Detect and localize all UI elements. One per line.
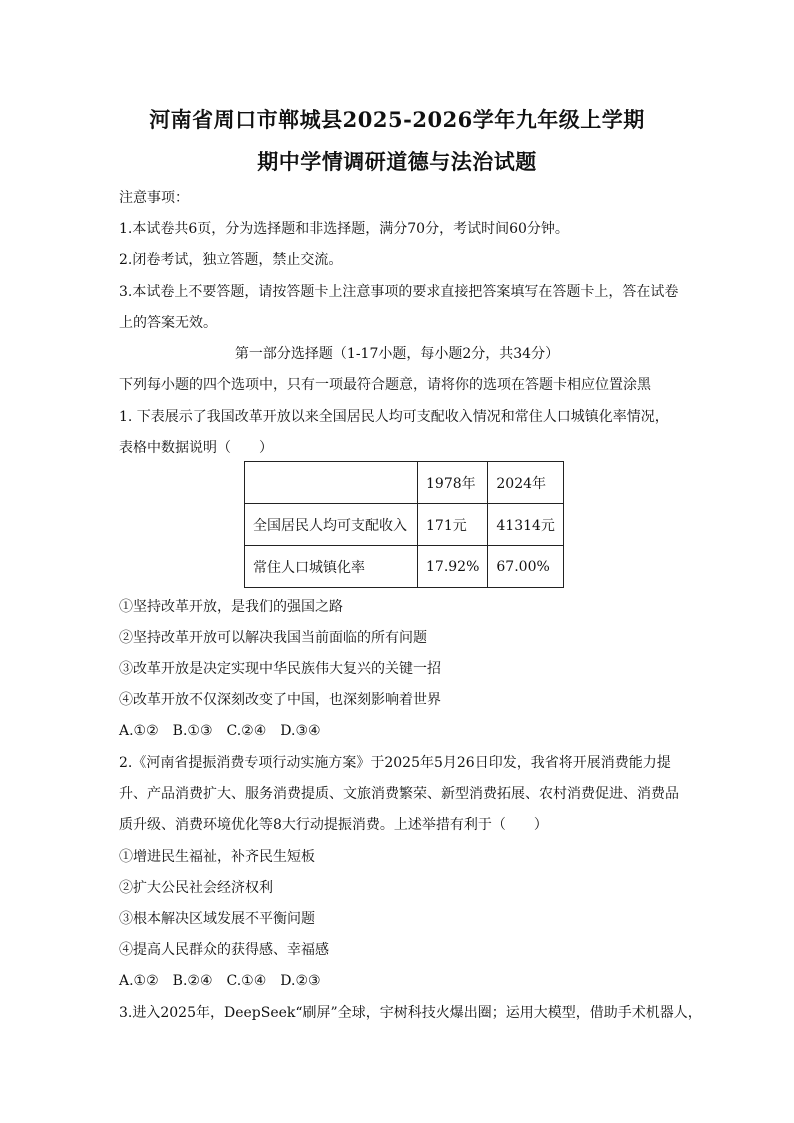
table-cell: 171元 bbox=[418, 504, 488, 546]
table-header-cell: 2024年 bbox=[488, 462, 564, 504]
notes-heading: 注意事项： bbox=[119, 190, 189, 206]
table-cell: 全国居民人均可支配收入 bbox=[245, 504, 418, 546]
q1-option-1: ①坚持改革开放，是我们的强国之路 bbox=[119, 599, 343, 615]
q2-option-4: ④提高人民群众的获得感、幸福感 bbox=[119, 942, 329, 958]
note-2: 2.闭卷考试，独立答题，禁止交流。 bbox=[119, 252, 343, 268]
q2-choices: A.①② B.②④ C.①④ D.②③ bbox=[119, 973, 321, 989]
table-header-cell: 1978年 bbox=[418, 462, 488, 504]
exam-title-line2: 期中学情调研道德与法治试题 bbox=[257, 149, 537, 174]
table-cell: 17.92% bbox=[418, 546, 488, 588]
table-row bbox=[245, 504, 564, 546]
q2-stem-line2: 升、产品消费扩大、服务消费提质、文旅消费繁荣、新型消费拓展、农村消费促进、消费品 bbox=[119, 786, 679, 802]
table-header-cell bbox=[245, 462, 418, 504]
table-cell: 41314元 bbox=[488, 504, 564, 546]
q2-option-1: ①增进民生福祉，补齐民生短板 bbox=[119, 849, 315, 865]
section1-heading: 第一部分选择题（1-17小题，每小题2分，共34分） bbox=[234, 346, 560, 362]
q1-choices: A.①② B.①③ C.②④ D.③④ bbox=[119, 723, 321, 739]
table-cell: 常住人口城镇化率 bbox=[245, 546, 418, 588]
q1-stem-line2: 表格中数据说明（ ） bbox=[119, 440, 273, 456]
q2-option-2: ②扩大公民社会经济权利 bbox=[119, 880, 273, 896]
q3-stem-line1: 3.进入2025年，DeepSeek“刷屏”全球，宇树科技火爆出圈；运用大模型，借助手术机器人， bbox=[119, 1005, 702, 1021]
q1-option-4: ④改革开放不仅深刻改变了中国，也深刻影响着世界 bbox=[119, 692, 441, 708]
q1-option-3: ③改革开放是决定实现中华民族伟大复兴的关键一招 bbox=[119, 661, 441, 677]
q1-data-table bbox=[244, 461, 564, 588]
table-cell: 67.00% bbox=[488, 546, 564, 588]
q1-option-2: ②坚持改革开放可以解决我国当前面临的所有问题 bbox=[119, 630, 427, 646]
table-row bbox=[245, 546, 564, 588]
table-header-row bbox=[245, 462, 564, 504]
q1-stem-line1: 1. 下表展示了我国改革开放以来全国居民人均可支配收入情况和常住人口城镇化率情况， bbox=[119, 409, 669, 425]
q2-stem-line3: 质升级、消费环境优化等8大行动提振消费。上述举措有利于（ ） bbox=[119, 817, 548, 833]
q2-option-3: ③根本解决区域发展不平衡问题 bbox=[119, 911, 315, 927]
note-3-line1: 3.本试卷上不要答题，请按答题卡上注意事项的要求直接把答案填写在答题卡上，答在试卷 bbox=[119, 284, 679, 300]
q2-stem-line1: 2.《河南省提振消费专项行动实施方案》于2025年5月26日印发，我省将开展消费能力提 bbox=[119, 755, 671, 771]
section1-instruction: 下列每小题的四个选项中，只有一项最符合题意，请将你的选项在答题卡相应位置涂黑 bbox=[119, 377, 651, 393]
note-1: 1.本试卷共6页，分为选择题和非选择题，满分70分，考试时间60分钟。 bbox=[119, 221, 569, 237]
note-3-line2: 上的答案无效。 bbox=[119, 315, 217, 331]
exam-title-line1: 河南省周口市郸城县2025-2026学年九年级上学期 bbox=[149, 107, 645, 132]
